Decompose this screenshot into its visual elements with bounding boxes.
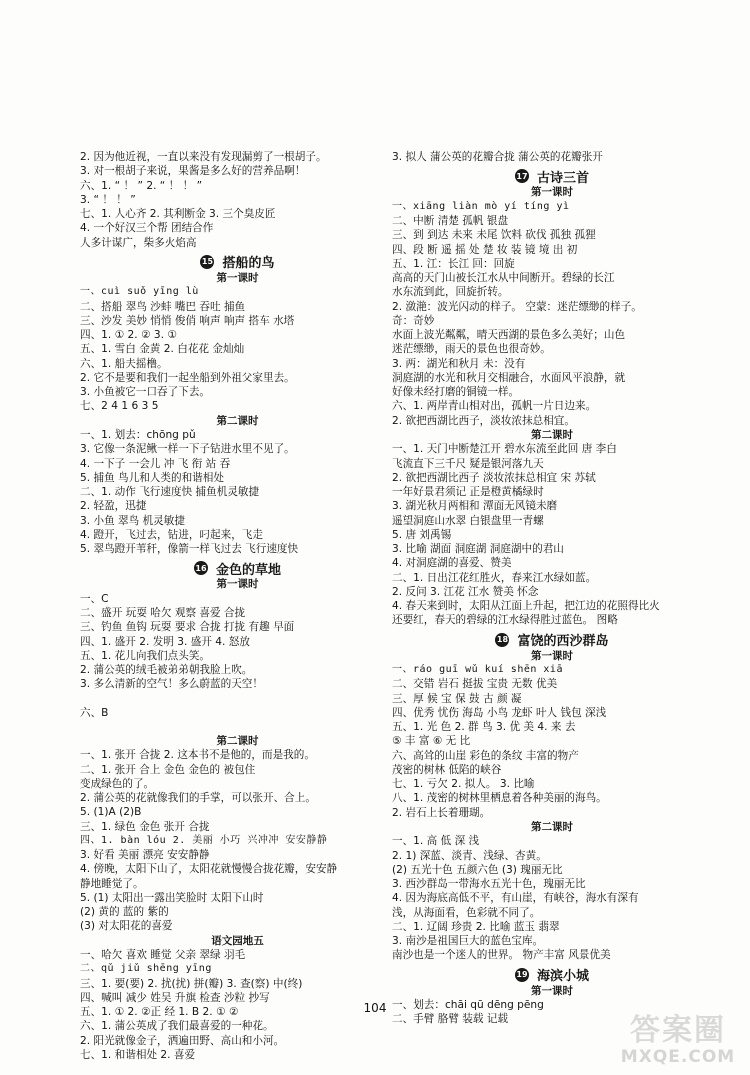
section-heading: 第一课时 xyxy=(216,271,259,284)
answer-line: 六、1. 两岸青山相对出，孤帆一片日边来。 xyxy=(392,400,597,413)
answer-line: 还要红，春天的碧绿的江水绿得胜过蓝色。 图略 xyxy=(392,614,618,627)
answer-line: 2. 轻盈，迅捷 xyxy=(80,500,147,513)
answer-line: 2. 欲把西湖比西子，淡妆浓抹总相宜。 xyxy=(392,414,575,427)
answer-line: 二、中断 清楚 孤帆 银盘 xyxy=(392,215,509,227)
answer-line: 5. 唐 刘禹锡 xyxy=(392,528,452,541)
answer-line: 3. 对一根胡子来说，果酱是多么好的营养品啊！ xyxy=(80,165,306,178)
lesson-title xyxy=(392,966,712,984)
answer-line: 六、1. 蒲公英成了我们最喜爱的一种花。 xyxy=(80,1020,274,1033)
answer-line: 静地睡觉了。 xyxy=(80,877,144,890)
pinyin-answer-line: 一、ráo guī wǔ kuí shēn xiā xyxy=(392,664,563,675)
answer-line: ⑤ 丰 富 ⑥ 无 比 xyxy=(392,735,471,748)
section-heading: 第一课时 xyxy=(216,578,259,591)
watermark-top-text: 答案圈 xyxy=(630,1013,726,1048)
lesson-number-badge: 17 xyxy=(515,169,529,183)
answer-line: 3. 好看 美丽 漂亮 安安静静 xyxy=(80,849,210,861)
answer-line: 2. 蒲公英的花就像我们的手掌，可以张开、合上。 xyxy=(80,792,316,804)
answer-line: 3. 比喻 湖面 洞庭湖 洞庭湖中的君山 xyxy=(392,543,564,555)
answer-line: 三、1. 绿色 金色 张开 合拢 xyxy=(80,820,210,833)
answer-line: 遥望洞庭山水翠 白银盘里一青螺 xyxy=(392,514,544,527)
answer-line: 四、喊叫 减少 姓吴 升旗 检查 沙粒 抄写 xyxy=(80,991,270,1004)
lesson-number-badge: 15 xyxy=(200,255,214,269)
pinyin-answer-line: 一、cuì suǒ yīng lù xyxy=(80,286,199,298)
answer-line: 一、1. 划去：chōng pǔ xyxy=(80,429,196,441)
lesson-title-text: 富饶的西沙群岛 xyxy=(517,634,609,649)
answer-line: 二、1. 日出江花红胜火，春来江水绿如蓝。 xyxy=(392,571,597,584)
answer-line: 2. 岩石上长着珊瑚。 xyxy=(392,806,491,819)
left-column xyxy=(80,150,395,1062)
answer-line: 三、沙发 美妙 悄悄 俊俏 响声 响声 搭车 水塔 xyxy=(80,314,295,327)
section-heading: 第一课时 xyxy=(531,186,573,199)
answer-line: 一、C xyxy=(80,592,109,605)
answer-line: 变成绿色的了。 xyxy=(80,777,155,790)
answer-line: 3. 拟人 蒲公英的花瓣合拢 蒲公英的花瓣张开 xyxy=(392,151,603,163)
answer-line: (2) 五光十色 五颜六色 (3) 瑰丽无比 xyxy=(392,863,563,876)
answer-line: 七、1. 人心齐 2. 其利断金 3. 三个臭皮匠 xyxy=(80,208,276,220)
lesson-title xyxy=(80,253,395,271)
answer-line: 3. 多么清新的空气！多么蔚蓝的天空！ xyxy=(80,678,263,691)
answer-line: 3. “ ！ ！ ” xyxy=(80,193,136,206)
answer-line: 六、B xyxy=(80,706,109,719)
answer-line: 三、到 到达 未来 未尾 饮料 砍伐 孤独 孤狸 xyxy=(392,229,596,242)
pinyin-answer-line: 二、qǔ jiǔ shēng yīng xyxy=(80,963,212,975)
answer-line: 水东流到此，回旋折转。 xyxy=(392,286,509,299)
section-heading: 第二课时 xyxy=(531,428,573,441)
answer-line: 二、1. 张开 合上 金色 金色的 被包住 xyxy=(80,763,256,776)
answer-line: 水面上波光粼粼，晴天西湖的景色多么美好；山色 xyxy=(392,329,626,341)
pinyin-answer-line: 一、xiāng liàn mò yí tíng yì xyxy=(392,200,570,212)
answer-line: 四、优秀 忧伤 海岛 小鸟 龙虾 叶人 钱包 深浅 xyxy=(392,706,607,719)
answer-line: 2. 因为他近视，一直以来没有发现漏剪了一根胡子。 xyxy=(80,151,327,163)
lesson-title xyxy=(392,167,712,185)
answer-line: 3. 它像一条泥鳅一样一下子钻进水里不见了。 xyxy=(80,443,295,456)
answer-line: 2. 反问 3. 江花 江水 赞美 怀念 xyxy=(392,585,539,598)
spacer xyxy=(80,720,395,734)
answer-line: 六、1. “ ！ ” 2. “ ！ ！ ” xyxy=(80,179,203,192)
answer-line: 一、划去：chāi qū dēng pēng xyxy=(392,999,544,1011)
answer-line: 四、1. 盛开 2. 发明 3. 盛开 4. 怒放 xyxy=(80,635,250,648)
right-column xyxy=(392,150,712,1027)
answer-line: 五、1. 光 色 2. 群 鸟 3. 优 美 4. 来 去 xyxy=(392,721,576,733)
answer-line: 4. 一下子 一会儿 冲 飞 衔 站 吞 xyxy=(80,457,231,470)
answer-line: 2. 1) 深蓝、淡青、浅绿、杏黄。 xyxy=(392,849,547,862)
answer-line: 5. 捕鱼 鸟儿和人类的和谐相处 xyxy=(80,471,224,484)
answer-line: 五、1. ① 2. ②正 经 1. B 2. ① ② xyxy=(80,1006,239,1018)
lesson-title-text: 古诗三首 xyxy=(536,170,589,186)
answer-line: 七、2 4 1 6 3 5 xyxy=(80,400,159,413)
answer-line: 七、1. 和谐相处 2. 喜爱 xyxy=(80,1048,196,1061)
watermark-logo xyxy=(606,1001,744,1071)
answer-line: 3. 小鱼 翠鸟 机灵敏捷 xyxy=(80,514,185,527)
answer-line: 六、1. 船夫摇橹。 xyxy=(80,357,168,370)
answer-line: (2) 黄的 蓝的 紫的 xyxy=(80,906,169,918)
answer-line: 一、1. 高 低 深 浅 xyxy=(392,835,480,848)
section-heading: 第二课时 xyxy=(531,820,573,833)
answer-line: 洞庭湖的水光和秋月交相融合，水面风平浪静，就 xyxy=(392,371,626,384)
lesson-title-text: 海滨小城 xyxy=(536,969,589,984)
answer-line: 3. 小鱼被它一口吞了下去。 xyxy=(80,386,211,398)
answer-line: 五、1. 花儿向我们点头笑。 xyxy=(80,649,211,662)
answer-line: 四、1. ① 2. ② 3. ① xyxy=(80,329,177,341)
watermark-bottom-text: MXQE.COM xyxy=(620,1047,736,1067)
answer-line: 4. 春天来到时，太阳从江面上升起，把江边的花照得比火 xyxy=(392,600,660,612)
answer-line: 茂密的树林 低陷的峡谷 xyxy=(392,763,502,776)
answer-line: 2. 阳光就像金子，洒遍田野、高山和小河。 xyxy=(80,1034,285,1047)
section-heading: 语文园地五 xyxy=(211,934,264,947)
answer-line: 好像未经打磨的铜镜一样。 xyxy=(392,386,520,398)
answer-line: 二、1. 动作 飞行速度快 捕鱼机灵敏捷 xyxy=(80,486,260,498)
answer-line: 三、厚 候 宝 保 鼓 古 颜 凝 xyxy=(392,692,522,705)
answer-line: 4. 一个好汉三个帮 团结合作 xyxy=(80,222,214,235)
lesson-title-text: 搭船的鸟 xyxy=(222,256,275,272)
answer-line: 二、1. 辽阔 珍贵 2. 比喻 蓝玉 翡翠 xyxy=(392,920,560,933)
answer-line: 二、盛开 玩耍 哈欠 观察 喜爱 合拢 xyxy=(80,607,246,619)
answer-line: 一、1. 天门中断楚江开 碧水东流至此回 唐 李白 xyxy=(392,443,617,456)
section-heading: 第一课时 xyxy=(531,649,573,662)
answer-line: 一、1. 张开 合拢 2. 这本书不是他的，而是我的。 xyxy=(80,749,315,762)
answer-line: 4. 对洞庭湖的喜爱、赞美 xyxy=(392,557,512,570)
section-heading: 第二课时 xyxy=(216,414,259,427)
answer-line: 3. 南沙是祖国巨大的蓝色宝库。 xyxy=(392,935,544,947)
answer-line: 八、1. 茂密的树林里栖息着各种美丽的海鸟。 xyxy=(392,792,607,805)
answer-line: 一年好景君须记 正是橙黄橘绿时 xyxy=(392,486,544,498)
spacer xyxy=(80,692,395,706)
answer-line: 4. 傍晚，太阳下山了，太阳花就慢慢合拢花瓣，安安静 xyxy=(80,863,338,876)
answer-line: 4. 因为海底高低不平，有山崖，有峡谷，海水有深有 xyxy=(392,892,639,905)
page-number: 104 xyxy=(363,1001,387,1015)
answer-line: 4. 蹬开，飞过去，钻进，叼起来，飞走 xyxy=(80,528,263,541)
answer-line: 5. (1)A (2)B xyxy=(80,806,142,819)
answer-line: 浅，从海面看，色彩就不同了。 xyxy=(392,906,541,919)
answer-line: 六、高耸的山崖 彩色的条纹 丰富的物产 xyxy=(392,749,579,762)
lesson-number-badge: 19 xyxy=(515,968,529,982)
lesson-title xyxy=(80,559,395,577)
answer-line: 二、手臂 胳臂 装载 记载 xyxy=(392,1013,509,1026)
answer-line: 奇：奇妙 xyxy=(392,314,435,327)
answer-line: 四、段 断 遥 摇 处 楚 妆 装 镜 境 出 初 xyxy=(392,243,578,256)
answer-line: 五、1. 江：长江 回：回旋 xyxy=(392,257,515,270)
section-heading: 第一课时 xyxy=(531,984,573,997)
answer-line: 迷茫缥缈，雨天的景色也很奇妙。 xyxy=(392,343,551,356)
answer-line: 人多计谋广，柴多火焰高 xyxy=(80,236,197,249)
answer-line: 3. 湖光秋月两相和 潭面无风镜未磨 xyxy=(392,500,558,513)
lesson-number-badge: 16 xyxy=(194,561,208,575)
lesson-title-text: 金色的草地 xyxy=(215,562,281,578)
answer-line: 5. (1) 太阳出一露出笑脸时 太阳下山时 xyxy=(80,891,264,904)
answer-line: 南沙也是一个迷人的世界。 物产丰富 风景优美 xyxy=(392,949,611,962)
answer-line: 五、1. 雪白 金黄 2. 白花花 金灿灿 xyxy=(80,343,245,356)
answer-line: 二、搭船 翠鸟 沙蚌 嘴巴 吞吐 捕鱼 xyxy=(80,300,246,313)
answer-line: 2. 欲把西湖比西子 淡妆浓抹总相宜 宋 苏轼 xyxy=(392,471,596,484)
answer-line: 二、交错 岩石 挺拔 宝贵 无数 优美 xyxy=(392,678,558,691)
answer-line: 三、1. 要(要) 2. 扰(扰) 拼(瓣) 3. 查(察) 中(终) xyxy=(80,977,303,990)
answer-line: 高高的天门山被长江水从中间断开。碧绿的长江 xyxy=(392,272,615,284)
answer-line: 七、1. 亏欠 2. 拟人。 3. 比喻 xyxy=(392,778,535,790)
lesson-title xyxy=(392,631,712,649)
answer-line: 3. 西沙群岛一带海水五光十色，瑰丽无比 xyxy=(392,878,586,890)
answer-line: 2. 潋滟：波光闪动的样子。 空蒙：迷茫缥缈的样子。 xyxy=(392,300,642,313)
answer-line: 2. 蒲公英的绒毛被弟弟朝我脸上吹。 xyxy=(80,664,253,676)
answer-line: 3. 两：湖光和秋月 未：没有 xyxy=(392,357,526,370)
section-heading: 第二课时 xyxy=(216,734,259,747)
lesson-number-badge: 18 xyxy=(495,633,509,647)
answer-line: (3) 对太阳花的喜爱 xyxy=(80,920,173,933)
answer-line: 5. 翠鸟蹬开苇秆，像箭一样飞过去 飞行速度快 xyxy=(80,543,299,555)
answer-line: 三、钓鱼 鱼钩 玩耍 要求 合拢 打拢 有趣 早面 xyxy=(80,621,295,634)
pinyin-answer-line: 四、1. bàn lóu 2. 美丽 小巧 兴冲冲 安安静静 xyxy=(80,834,328,846)
answer-line: 2. 它不是要和我们一起坐船到外祖父家里去。 xyxy=(80,371,295,384)
answer-line: 飞流直下三千尺 疑是银河落九天 xyxy=(392,457,544,470)
answer-line: 一、哈欠 喜欢 睡觉 父亲 翠绿 羽毛 xyxy=(80,949,246,961)
